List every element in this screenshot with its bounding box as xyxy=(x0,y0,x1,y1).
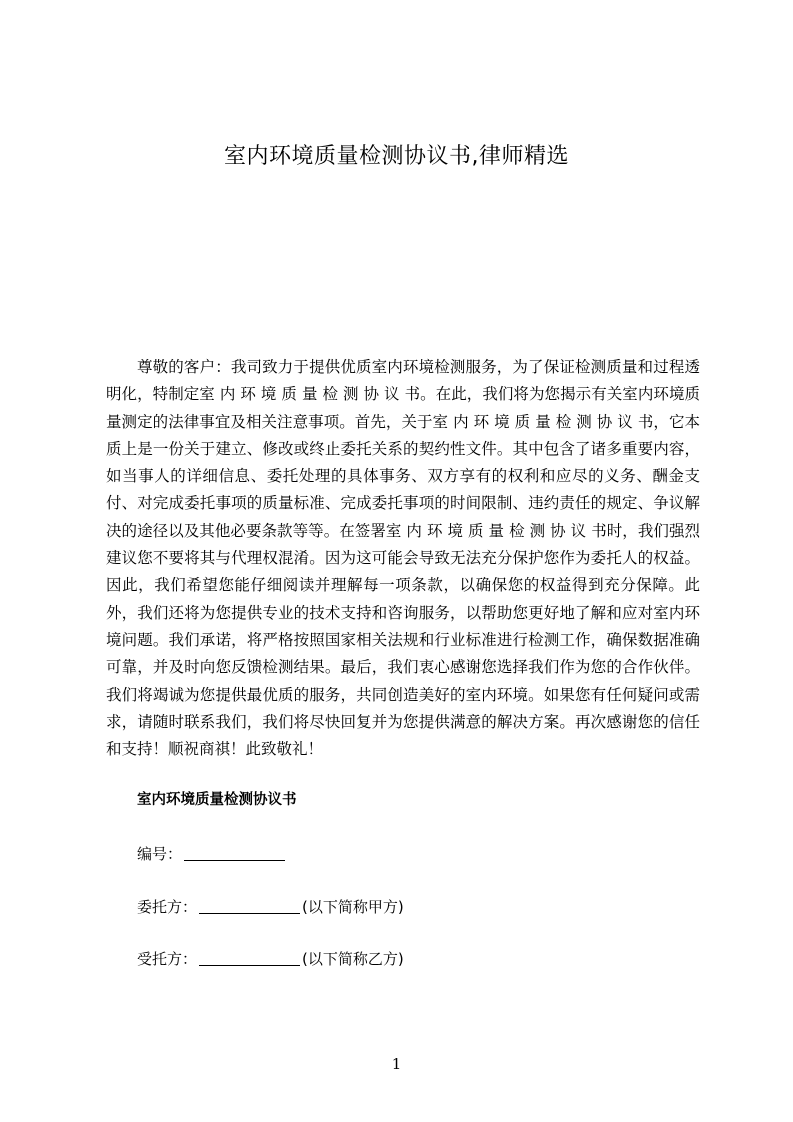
agent-field xyxy=(137,947,404,971)
document-title: 室内环境质量检测协议书,律师精选 xyxy=(224,144,569,169)
number-field xyxy=(137,842,285,866)
intro-paragraph: 尊敬的客户：我司致力于提供优质室内环境检测服务，为了保证检测质量和过程透明化，特制定室 内 环 境 质 量 检 测 协 议 书。在此，我们将为您揭示有关室内环境质量测定的法律事宜及相关注意事项。首先，关于室 内 环 境 质 量 检 测 协 议 书，它本质上是一份关于建立、修改或终止委托关系的契约性文件。其中包含了诸多重要内容，如当事人的详细信息、委托处理的具体事务、双方享有的权利和应尽的义务、酬金支付、对完成委托事项的质量标准、完成委托事项的时间限制、违约责任的规定、争议解决的途径以及其他必要条款等等。在签署室 内 环 境 质 量 检 测 协 议 书时，我们强烈建议您不要将其与代理权混淆。因为这可能会导致无法充分保护您作为委托人的权益。因此，我们希望您能仔细阅读并理解每一项条款，以确保您的权益得到充分保障。此外，我们还将为您提供专业的技术支持和咨询服务，以帮助您更好地了解和应对室内环境问题。我们承诺，将严格按照国家相关法规和行业标准进行检测工作，确保数据准确可靠，并及时向您反馈检测结果。最后，我们衷心感谢您选择我们作为您的合作伙伴。我们将竭诚为您提供最优质的服务，共同创造美好的室内环境。如果您有任何疑问或需求，请随时联系我们，我们将尽快回复并为您提供满意的解决方案。再次感谢您的信任和支持！顺祝商祺！此致敬礼！ xyxy=(106,358,700,759)
client-field xyxy=(137,895,404,919)
page-number: 1 xyxy=(391,1055,402,1073)
contract-heading: 室内环境质量检测协议书 xyxy=(137,792,297,808)
agent-label: 受托方： xyxy=(137,950,198,968)
agent-note: (以下简称乙方) xyxy=(302,950,404,968)
client-label: 委托方： xyxy=(137,898,198,916)
number-blank-line xyxy=(184,844,285,861)
number-label: 编号： xyxy=(137,845,183,863)
agent-blank-line xyxy=(199,949,300,966)
client-note: (以下简称甲方) xyxy=(302,898,404,916)
client-blank-line xyxy=(199,897,300,914)
